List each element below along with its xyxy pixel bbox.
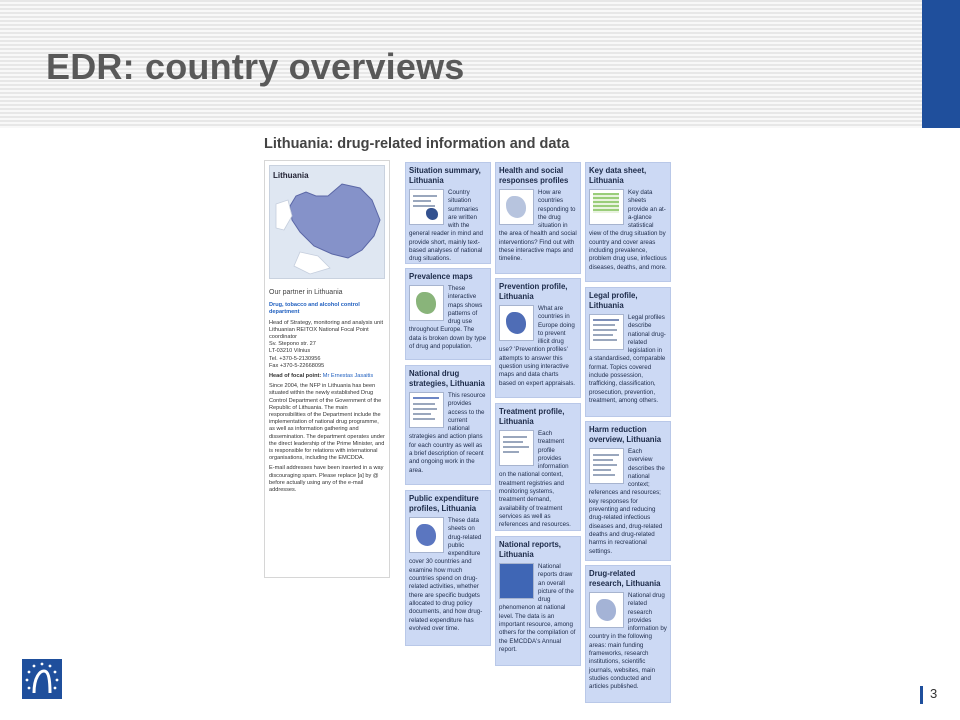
document-thumb-icon [589, 314, 624, 350]
tile-public-expenditure[interactable] [405, 490, 491, 646]
tile-legal-profile[interactable] [585, 287, 671, 417]
partner-line: Fax +370-5-22668095 [269, 362, 325, 369]
map-label: Lithuania [273, 171, 309, 180]
tile-text: How are countries responding to the drug situation in the area of health and social interventions? Find out with these interactive maps and timeline. [499, 189, 577, 263]
map-thumb-icon [589, 592, 624, 628]
tile-treatment-profile[interactable] [495, 403, 581, 531]
tile-title: Drug-related research, Lithuania [589, 569, 661, 588]
tile-title: National reports, Lithuania [499, 540, 561, 559]
tile-text: Key data sheets provide an at-a-glance statistical view of the drug situation by country and cover areas including prevalence, problem drug use, infectious diseases, deaths, and more. [589, 189, 667, 271]
tile-title: Prevention profile, Lithuania [499, 282, 568, 301]
country-info-panel [264, 160, 390, 578]
tile-title: Harm reduction overview, Lithuania [589, 425, 662, 444]
tile-text: National drug related research provides information by country in the following areas: main funding frameworks, research institutions, scientific journals, websites, main studies conducted and articles published. [589, 592, 667, 691]
map-thumb-icon [499, 305, 534, 341]
document-thumb-icon [589, 448, 624, 484]
document-thumb-icon [409, 392, 444, 428]
tile-title: Public expenditure profiles, Lithuania [409, 494, 479, 513]
tile-text: Country situation summaries are written with the general reader in mind and provide short, mainly text-based analyses of national drug situations. [409, 189, 483, 263]
partner-note: E-mail addresses have been inserted in a way discouraging spam. Please replace [a] by @ before actually using any of the e-mail addresses. [269, 465, 384, 494]
page-number: 3 [930, 686, 938, 701]
emcdda-logo-icon [22, 659, 62, 699]
head-label: Head of focal point: [269, 373, 322, 380]
partner-line: Head of Strategy, monitoring and analysis unit [269, 319, 384, 326]
head-name-link[interactable]: Mr Ernestas Jasaitis [322, 373, 374, 380]
partner-line: LT-03210 Vilnius [269, 348, 311, 355]
slide-title: EDR: country overviews [46, 46, 465, 87]
country-map[interactable] [269, 165, 385, 279]
partner-info [269, 289, 385, 497]
tile-health-social-responses[interactable] [495, 162, 581, 274]
spreadsheet-thumb-icon [589, 189, 624, 225]
lithuania-map-icon [270, 166, 384, 278]
tile-text: National reports draw an overall picture of the drug phenomenon at national level. The data is an important resource, among others for the compilation of the EMCDDA's Annual report. [499, 563, 576, 653]
tile-prevalence-maps[interactable] [405, 268, 491, 360]
partner-line: Sv. Stepono str. 27 [269, 341, 316, 348]
tile-title: Health and social responses profiles [499, 166, 569, 185]
tile-text: These interactive maps shows patterns of drug use throughout Europe. The data is broken down by type of drug and population. [409, 285, 487, 351]
report-cover-icon [499, 563, 534, 599]
tile-national-reports[interactable] [495, 536, 581, 666]
tile-text: What are countries in Europe doing to prevent illicit drug use? 'Prevention profiles' attempts to answer this question using interactive maps and data charts based on expert appraisals. [499, 305, 576, 387]
document-thumb-icon [499, 430, 534, 466]
document-thumb-icon [409, 189, 444, 225]
tile-drug-related-research[interactable] [585, 565, 671, 703]
page-title: Lithuania: drug-related information and data [264, 136, 570, 152]
map-thumb-icon [409, 517, 444, 553]
map-thumb-icon [409, 285, 444, 321]
partner-paragraph: Since 2004, the NFP in Lithuania has been situated within the newly established Drug Control Department of the Government of the Republic of Lithuania. The main responsibilities of the Department include the implementation of national drug programme, as well as information gathering and dissemination. The department operates under the direct leadership of the Prime Minister, and is responsible for relations with international organisations, including the EMCDDA. [269, 383, 385, 462]
tile-title: Situation summary, Lithuania [409, 166, 481, 185]
map-thumb-icon [499, 189, 534, 225]
tile-prevention-profile[interactable] [495, 278, 581, 398]
page-number-bar [920, 686, 923, 704]
tile-harm-reduction[interactable] [585, 421, 671, 561]
tile-national-drug-strategies[interactable] [405, 365, 491, 485]
tile-key-data-sheet[interactable] [585, 162, 671, 282]
partner-org-link[interactable]: Drug, tobacco and alcohol control department [269, 302, 360, 316]
partner-line: Tel. +370-5-2130956 [269, 355, 321, 362]
tile-title: Prevalence maps [409, 272, 473, 281]
tile-text: Each treatment profile provides information on the national context, treatment registries and monitoring systems, treatment demand, availability of treatment services as well as references and resources. [499, 430, 571, 529]
partner-heading: Our partner in Lithuania [269, 289, 343, 296]
header-accent-bar [922, 0, 960, 128]
tile-title: Key data sheet, Lithuania [589, 166, 647, 185]
tile-situation-summary[interactable] [405, 162, 491, 264]
tile-title: Legal profile, Lithuania [589, 291, 638, 310]
tile-text: Each overview describes the national context; references and resources; key responses for preventing and reducing drug-related infectious diseases and, drug-related deaths and drug-related harms in recreational settings. [589, 448, 665, 555]
tile-text: This resource provides access to the current national strategies and action plans for each country as well as a brief description of recent and ongoing work in the area. [409, 392, 486, 474]
tile-text: Legal profiles describe national drug-related legislation in a standardised, comparable format. Topics covered include possession, trafficking, classification, prosecution, prevention, treatment, among others. [589, 314, 666, 404]
partner-line: Lithuanian REITOX National Focal Point coordinator [269, 326, 369, 341]
tile-text: These data sheets on drug-related public expenditure cover 30 countries and examine how much countries spend on drug-related activities, whether there are specific budgets allocated to drug policy documents, and how drug-related expenditure has evolved over time. [409, 517, 483, 632]
tile-title: Treatment profile, Lithuania [499, 407, 565, 426]
tile-title: National drug strategies, Lithuania [409, 369, 485, 388]
